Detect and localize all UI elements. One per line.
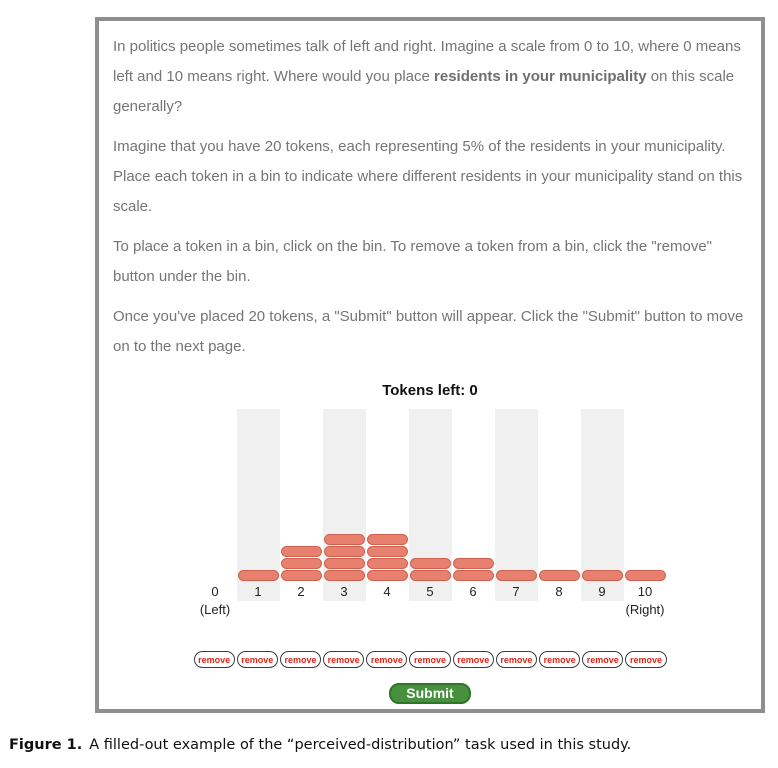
bin-4[interactable] — [366, 409, 409, 601]
bin-sublabel-0: (Left) — [199, 602, 231, 617]
token — [410, 558, 451, 569]
token-stack-bin-7 — [496, 570, 537, 581]
token — [367, 534, 408, 545]
token-stack-bin-1 — [238, 570, 279, 581]
remove-button-bin-1[interactable]: remove — [237, 651, 278, 668]
survey-panel — [95, 17, 765, 713]
instruction-text: In politics people sometimes talk of left and right. Imagine a scale from 0 to 10, where 0 means left and 10 means right. Where would you place — [113, 38, 741, 85]
figure-caption-label: Figure 1. — [9, 737, 83, 753]
bin-10[interactable] — [624, 409, 667, 617]
token — [496, 570, 537, 581]
token — [324, 534, 365, 545]
token — [324, 558, 365, 569]
instruction-text: Once you've placed 20 tokens, a "Submit" button will appear. Click the "Submit" button to move on to the next page. — [113, 308, 744, 355]
token — [324, 546, 365, 557]
token — [625, 570, 666, 581]
token-stack-bin-8 — [539, 570, 580, 581]
bin-label-5: 5 — [426, 584, 434, 599]
bin-label-4: 4 — [383, 584, 391, 599]
bin-label-3: 3 — [340, 584, 348, 599]
instruction-text: Imagine that you have 20 tokens, each representing 5% of the residents in your municipality. Place each token in a bin to indicate where different residents in your municipality stand on this scale. — [113, 138, 743, 215]
remove-button-bin-2[interactable]: remove — [280, 651, 321, 668]
instruction-paragraph-4 — [113, 302, 747, 362]
bin-2[interactable] — [280, 409, 323, 601]
instruction-paragraph-2 — [113, 132, 747, 222]
remove-button-bin-8[interactable]: remove — [539, 651, 580, 668]
figure-caption-text: A filled-out example of the “perceived-distribution” task used in this study. — [89, 737, 632, 753]
token — [367, 546, 408, 557]
remove-button-bin-9[interactable]: remove — [582, 651, 623, 668]
bin-label-9: 9 — [598, 584, 606, 599]
bin-0[interactable] — [194, 409, 237, 617]
submit-button[interactable]: Submit — [389, 683, 470, 704]
bin-label-2: 2 — [297, 584, 305, 599]
token-bins-chart — [194, 409, 667, 617]
remove-button-bin-3[interactable]: remove — [323, 651, 364, 668]
token-stack-bin-3 — [324, 534, 365, 581]
token — [281, 546, 322, 557]
token — [453, 570, 494, 581]
bin-7[interactable] — [495, 409, 538, 601]
remove-buttons-row — [194, 651, 667, 668]
token-stack-bin-5 — [410, 558, 451, 581]
figure-caption — [9, 737, 631, 753]
instruction-text: To place a token in a bin, click on the bin. To remove a token from a bin, click the "remove" button under the bin. — [113, 238, 713, 285]
instructions — [99, 21, 761, 362]
token — [367, 570, 408, 581]
bin-label-6: 6 — [469, 584, 477, 599]
token — [539, 570, 580, 581]
remove-button-bin-4[interactable]: remove — [366, 651, 407, 668]
token-stack-bin-10 — [625, 570, 666, 581]
remove-button-bin-10[interactable]: remove — [625, 651, 666, 668]
token — [281, 558, 322, 569]
bin-3[interactable] — [323, 409, 366, 601]
remove-button-bin-5[interactable]: remove — [409, 651, 450, 668]
bin-label-1: 1 — [254, 584, 262, 599]
instruction-paragraph-1 — [113, 32, 747, 122]
token — [367, 558, 408, 569]
remove-button-bin-6[interactable]: remove — [453, 651, 494, 668]
remove-button-bin-7[interactable]: remove — [496, 651, 537, 668]
token — [238, 570, 279, 581]
bin-1[interactable] — [237, 409, 280, 601]
token — [324, 570, 365, 581]
token — [582, 570, 623, 581]
bin-9[interactable] — [581, 409, 624, 601]
token-stack-bin-6 — [453, 558, 494, 581]
tokens-left-label: Tokens left: 0 — [382, 382, 478, 399]
bin-label-7: 7 — [512, 584, 520, 599]
token — [410, 570, 451, 581]
bin-5[interactable] — [409, 409, 452, 601]
token-stack-bin-4 — [367, 534, 408, 581]
bin-6[interactable] — [452, 409, 495, 601]
token-stack-bin-2 — [281, 546, 322, 581]
bin-8[interactable] — [538, 409, 581, 601]
bin-label-0: 0 — [211, 584, 219, 599]
bin-label-10: 10 — [637, 584, 653, 599]
bin-columns — [194, 409, 667, 617]
bin-label-8: 8 — [555, 584, 563, 599]
instruction-text: on this scale generally? — [113, 68, 735, 115]
instruction-paragraph-3 — [113, 232, 747, 292]
submit-row — [99, 683, 761, 704]
remove-button-bin-0[interactable]: remove — [194, 651, 235, 668]
token-stack-bin-9 — [582, 570, 623, 581]
instruction-text-bold: residents in your municipality — [434, 68, 647, 85]
token — [453, 558, 494, 569]
bin-sublabel-10: (Right) — [625, 602, 665, 617]
token — [281, 570, 322, 581]
